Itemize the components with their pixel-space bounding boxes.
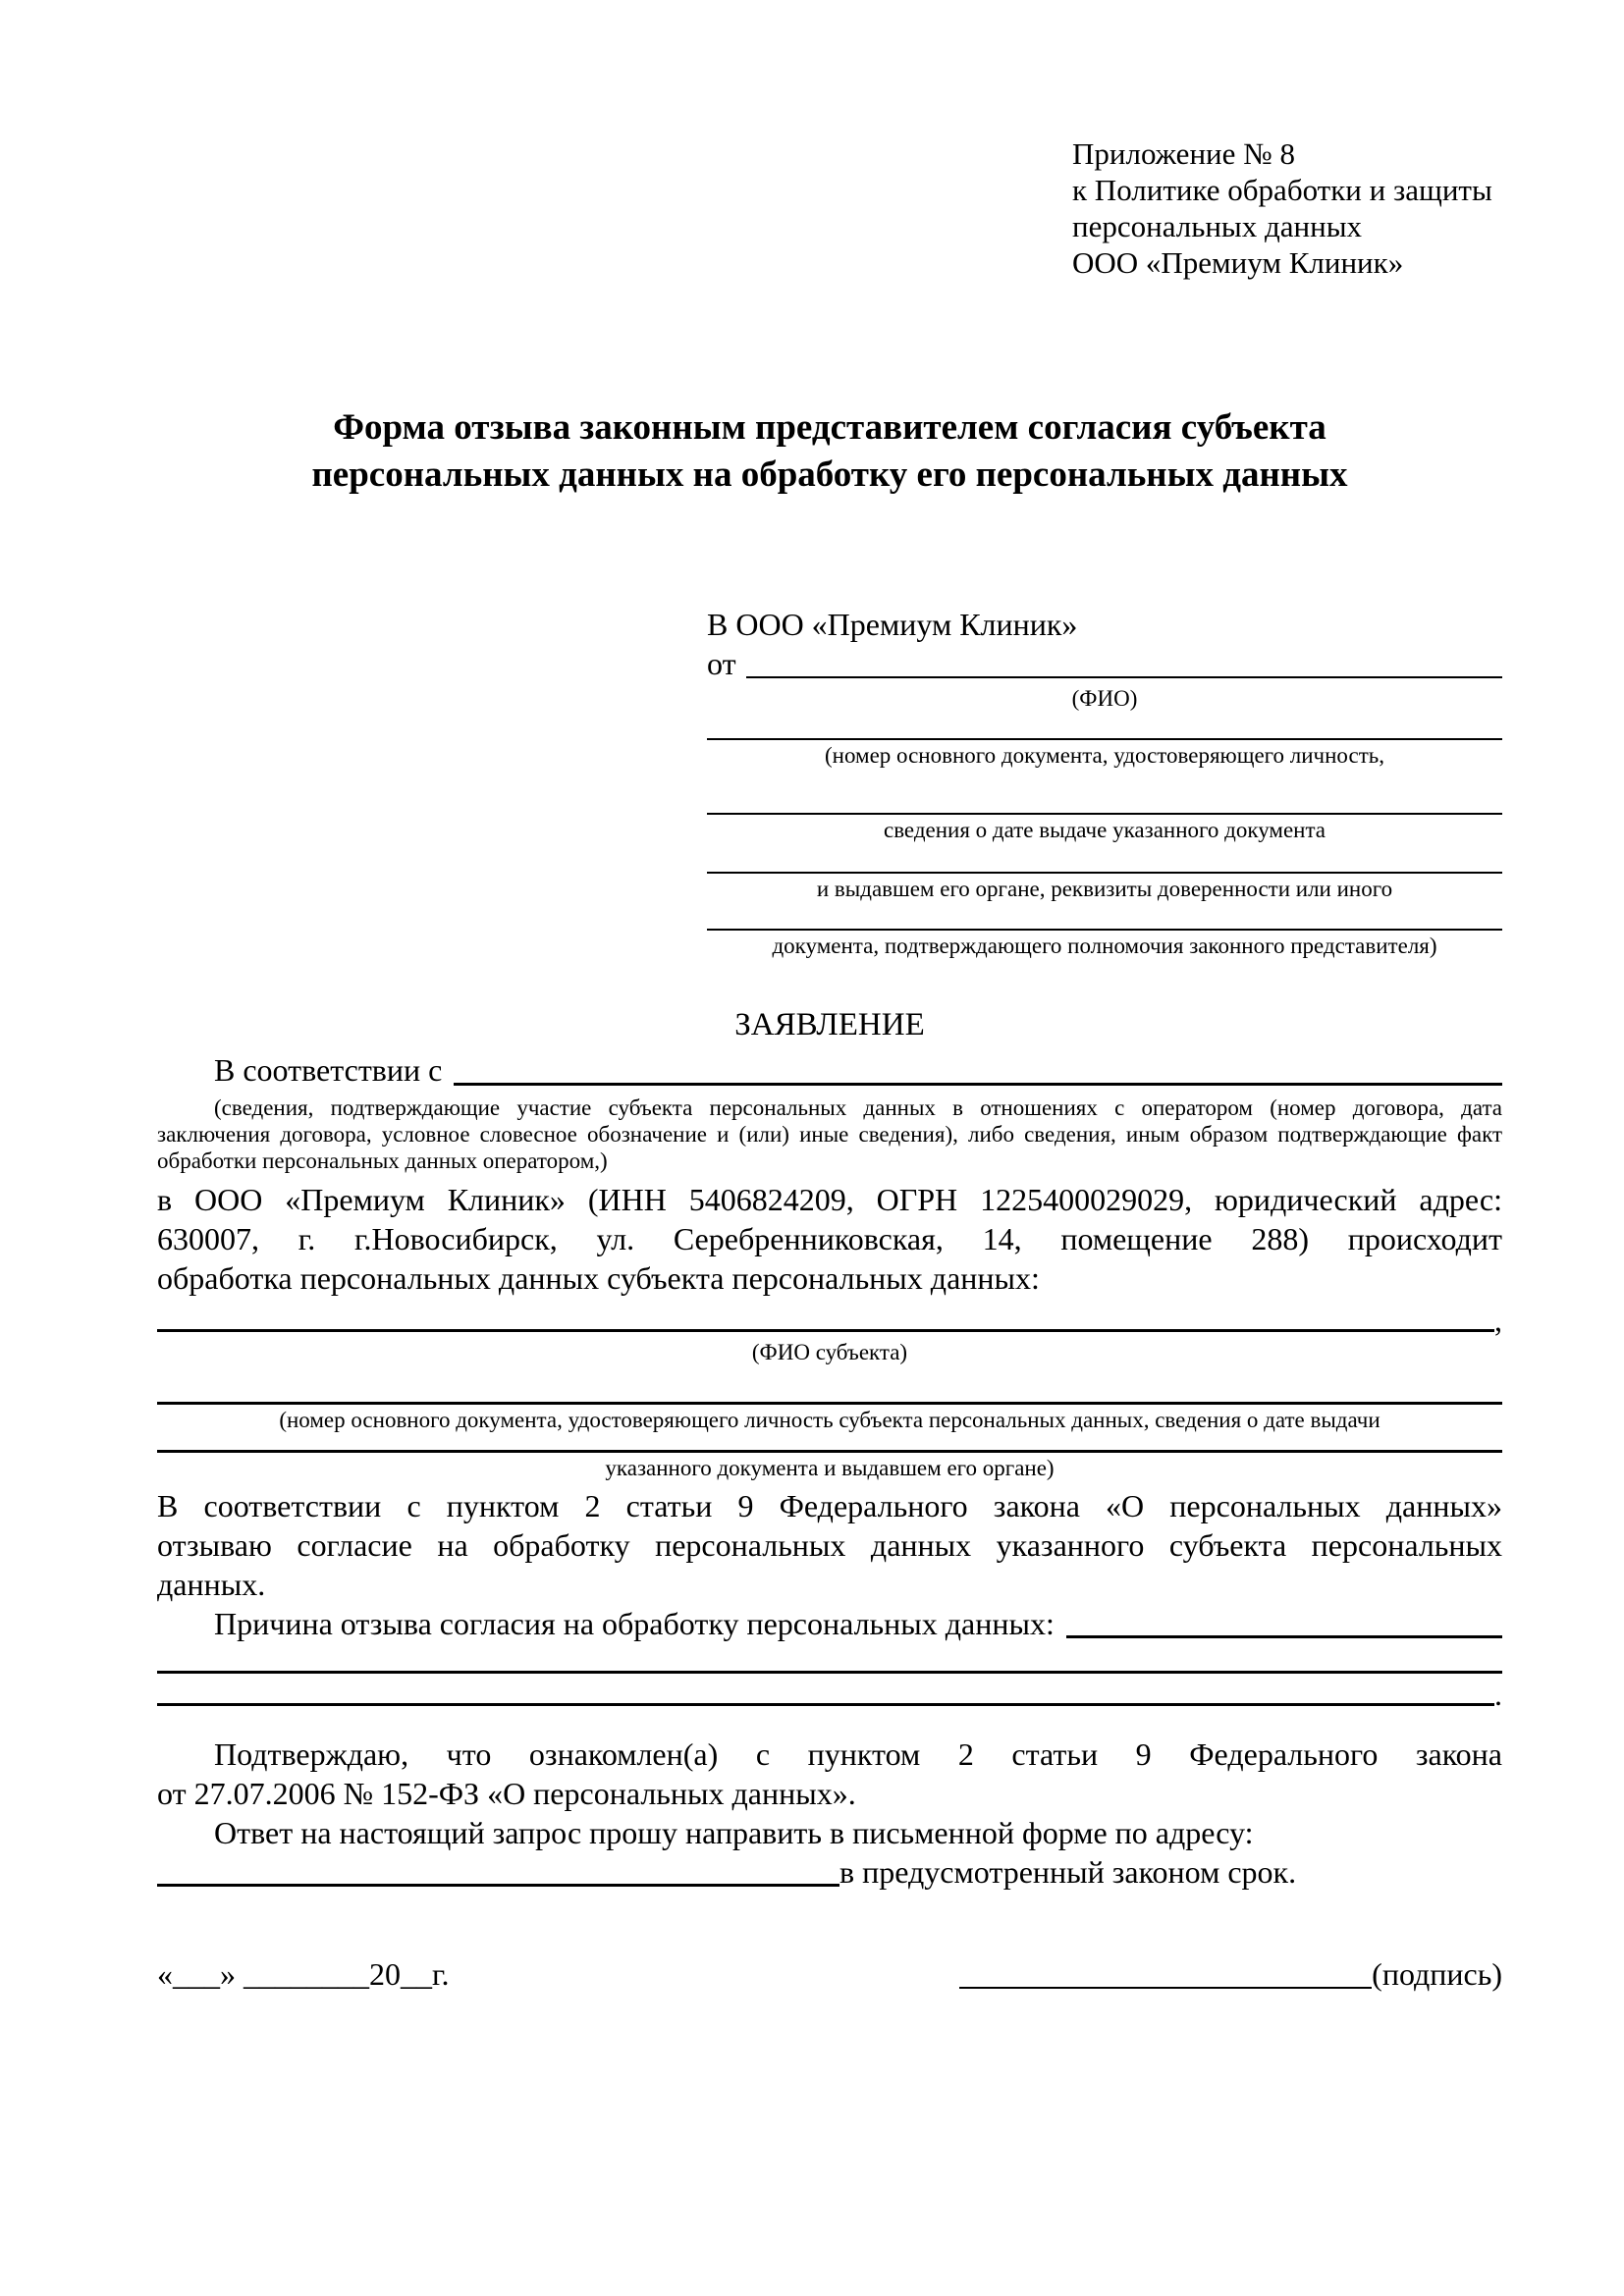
response-request-line: Ответ на настоящий запрос прошу направить в письменной форме по адресу: [214,1815,1254,1850]
date-line: «___» ________20__г. [157,1956,450,1992]
document-number-blank-line [707,738,1502,740]
reason-blank-line-3 [157,1703,1494,1706]
comma-suffix: , [1494,1303,1502,1338]
reason-row [157,1604,1502,1643]
fio-blank-line [746,676,1502,678]
period-suffix: . [1494,1677,1502,1712]
appendix-header-line: Приложение № 8 [1072,136,1295,171]
field-caption: указанного документа и выдавшем его органе) [605,1456,1055,1480]
withdrawal-paragraph [157,1486,1502,1604]
from-row [707,644,1502,683]
signature-block [959,1954,1502,1994]
field-caption: (номер основного документа, удостоверяющего личность, [824,743,1384,768]
appendix-header-line: ООО «Премиум Клиник» [1072,245,1404,280]
operator-paragraph-line: обработка персональных данных субъекта персональных данных: [157,1260,1040,1296]
issue-date-blank-line [707,813,1502,815]
footer-row [157,1954,1502,1994]
operator-paragraph [157,1180,1502,1298]
acknowledgment-line: Подтверждаю, что ознакомлен(а) с пунктом 2 статьи 9 Федерального закона [214,1736,1502,1772]
withdrawal-paragraph-line: данных. [157,1567,266,1602]
legal-basis-prefix: В соответствии с [214,1052,443,1088]
appendix-header-line: к Политике обработки и защиты [1072,173,1492,207]
reason-blank-line-2 [157,1671,1502,1674]
field-caption: документа, подтверждающего полномочия законного представителя) [772,934,1437,958]
reason-label: Причина отзыва согласия на обработку персональных данных: [214,1606,1055,1641]
field-caption: и выдавшем его органе, реквизиты доверенности или иного [816,877,1393,901]
legal-basis-note-line: заключения договора, условное словесное обозначение и (или) иные сведения), либо сведения, иным образом подтверждающие факт [157,1122,1502,1147]
subject-document-blank-line [157,1450,1502,1453]
field-caption: (ФИО) [1071,686,1138,711]
signature-blank-line [959,1987,1372,1989]
field-caption: (ФИО субъекта) [751,1340,908,1364]
reason-blank-row-3 [157,1678,1502,1711]
signature-caption: (подпись) [1372,1956,1502,1992]
representative-authority-blank-line [707,929,1502,931]
legal-basis-row [157,1050,1502,1091]
legal-basis-note-line: обработки персональных данных оператором,) [157,1148,608,1173]
issuing-authority-blank-line [707,872,1502,874]
addressee-organization: В ООО «Премиум Клиник» [707,607,1078,642]
legal-basis-note-line: (сведения, подтверждающие участие субъекта персональных данных в отношениях с оператором (номер договора, дата [214,1095,1502,1120]
legal-basis-note [157,1095,1502,1174]
statement-heading: ЗАЯВЛЕНИЕ [734,1007,925,1042]
appendix-header-line: персональных данных [1072,209,1363,243]
address-suffix: в предусмотренный законом срок. [839,1854,1297,1890]
subject-document-blank-line [157,1402,1502,1405]
address-row [157,1852,1502,1892]
legal-basis-blank-line [454,1083,1502,1086]
operator-paragraph-line: в ООО «Премиум Клиник» (ИНН 5406824209, ОГРН 1225400029029, юридический адрес: [157,1182,1502,1217]
reason-blank-line [1066,1635,1502,1638]
acknowledgment-paragraph [157,1735,1502,1813]
withdrawal-paragraph-line: отзываю согласие на обработку персональных данных указанного субъекта персональных [157,1527,1502,1563]
address-blank-line [157,1884,839,1887]
field-caption: сведения о дате выдаче указанного документа [883,818,1326,842]
withdrawal-paragraph-line: В соответствии с пунктом 2 статьи 9 Федерального закона «О персональных данных» [157,1488,1502,1523]
operator-paragraph-line: 630007, г. г.Новосибирск, ул. Серебренниковская, 14, помещение 288) происходит [157,1221,1502,1256]
subject-fio-blank-line [157,1329,1494,1332]
field-caption: (номер основного документа, удостоверяющего личность субъекта персональных данных, сведения о дате выдачи [279,1408,1380,1432]
appendix-header [1072,135,1502,281]
document-content [157,0,1502,1994]
from-label: от [707,646,736,681]
subject-fio-row [157,1304,1502,1337]
document-title: Форма отзыва законным представителем согласия субъекта персональных данных на обработку его персональных данных [311,407,1348,495]
acknowledgment-line: от 27.07.2006 № 152-ФЗ «О персональных данных». [157,1776,856,1811]
addressee-block [707,605,1502,960]
